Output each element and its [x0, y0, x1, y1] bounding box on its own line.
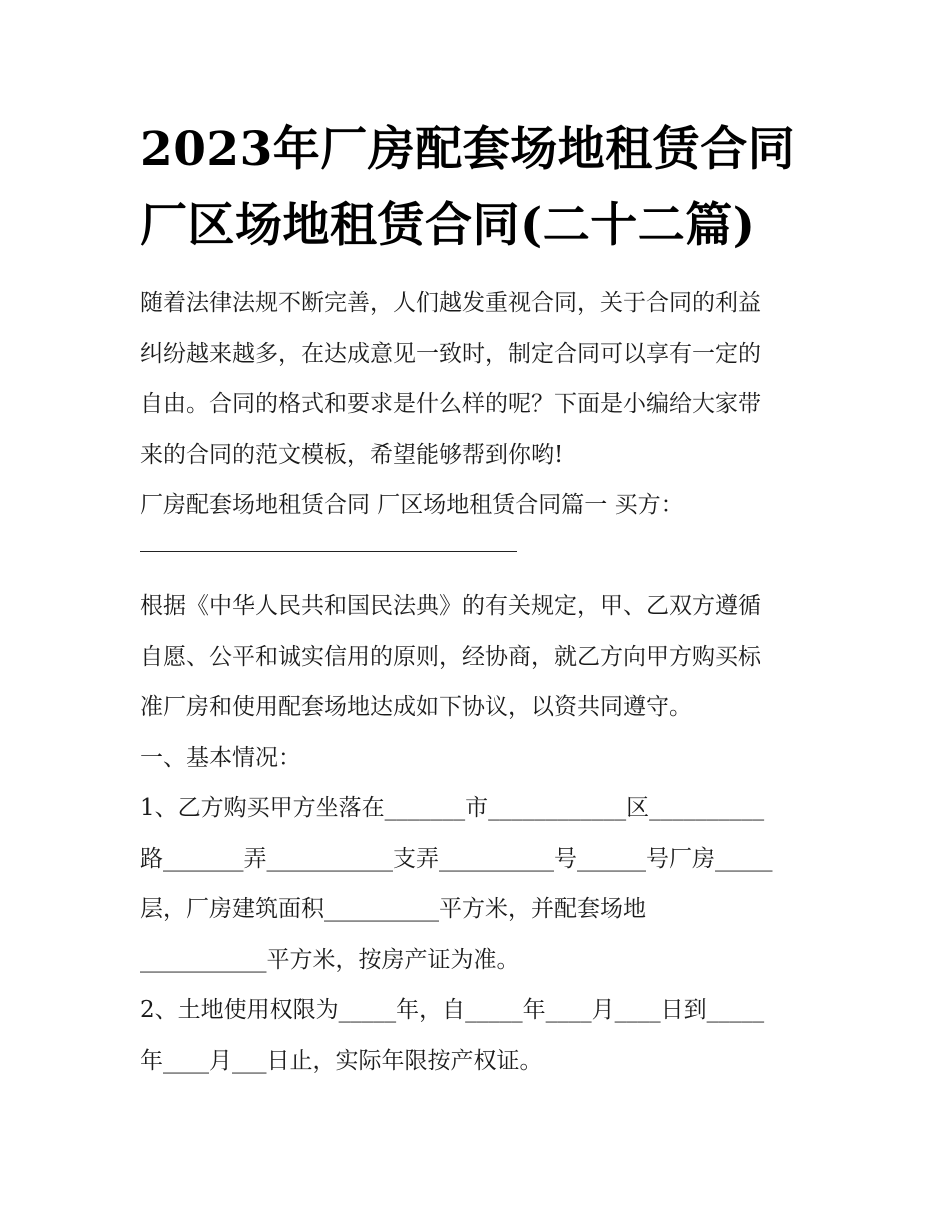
- clause-line: 层，厂房建筑面积__________平方米，并配套场地: [140, 896, 646, 922]
- body-line: 准厂房和使用配套场地达成如下协议，以资共同遵守。: [140, 694, 692, 720]
- body-line: 自愿、公平和诚实信用的原则，经协商，就乙方向甲方购买标: [140, 643, 761, 670]
- clause-heading: 一、基本情况：: [140, 744, 301, 771]
- clause-line: 路_______弄___________支弄__________号______号厂房_____: [140, 845, 773, 872]
- body-line: 根据《中华人民共和国民法典》的有关规定，甲、乙双方遵循: [140, 593, 761, 619]
- blank-underline: [140, 551, 517, 552]
- title-line-2: 厂区场地租赁合同(二十二篇): [140, 198, 756, 253]
- body-line: 纠纷越来越多，在达成意见一致时，制定合同可以享有一定的: [140, 340, 761, 367]
- clause-line: 年____月___日止，实际年限按产权证。: [140, 1047, 543, 1074]
- body-line: 来的合同的范文模板，希望能够帮到你哟!: [140, 441, 564, 468]
- body-line: 随着法律法规不断完善，人们越发重视合同，关于合同的利益: [140, 290, 761, 316]
- buyer-signature-blank: [140, 531, 830, 582]
- clause-line: 1、乙方购买甲方坐落在_______市____________区__________: [140, 795, 765, 821]
- section-heading-line: 厂房配套场地租赁合同 厂区场地租赁合同篇一 买方：: [140, 492, 684, 518]
- clause-line: 2、土地使用权限为_____年，自_____年____月____日到_____: [140, 997, 765, 1023]
- body-line: 自由。合同的格式和要求是什么样的呢？下面是小编给大家带: [140, 391, 761, 417]
- document-title: [140, 112, 830, 264]
- title-line-1: 2023年厂房配套场地租赁合同: [140, 122, 796, 177]
- document-body: [140, 278, 830, 1086]
- clause-line: ___________平方米，按房产证为准。: [140, 946, 520, 973]
